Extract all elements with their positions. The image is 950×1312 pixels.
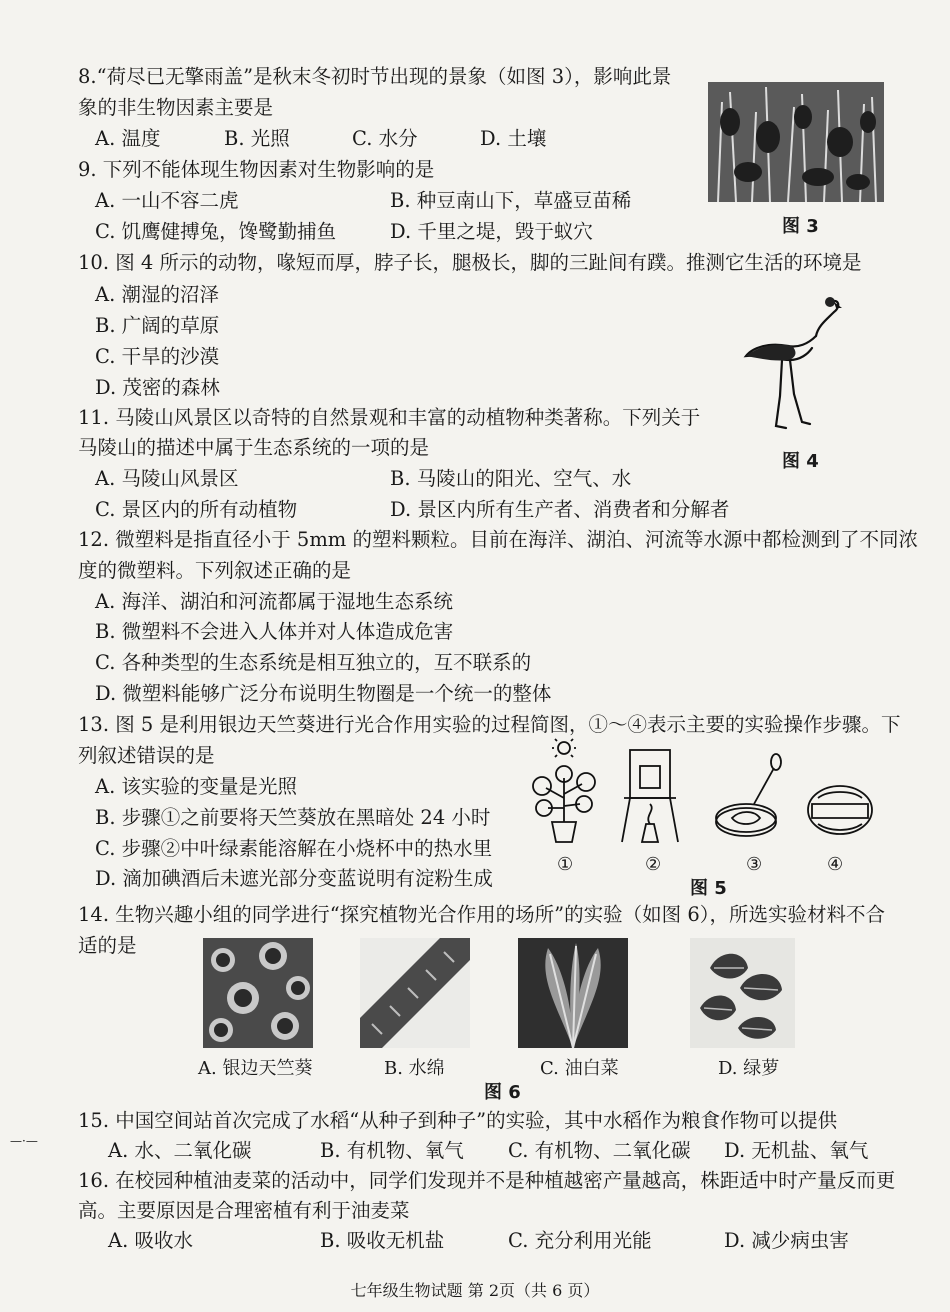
q13-option-a: A. 该实验的变量是光照: [95, 775, 297, 798]
q10-option-b: B. 广阔的草原: [95, 314, 220, 337]
q12-option-c: C. 各种类型的生态系统是相互独立的，互不联系的: [95, 651, 532, 674]
q8-stem-line1: 8.“荷尽已无擎雨盖”是秋末冬初时节出现的景象（如图 3），影响此景: [78, 65, 672, 88]
figure-6-photo-b: [360, 938, 470, 1048]
q10-option-a: A. 潮湿的沼泽: [95, 283, 219, 306]
q15-option-c: C. 有机物、二氧化碳: [508, 1139, 691, 1162]
q12-option-b: B. 微塑料不会进入人体并对人体造成危害: [95, 620, 454, 643]
q9-option-d: D. 千里之堤，毁于蚁穴: [390, 220, 593, 243]
q16-option-b: B. 吸收无机盐: [320, 1229, 445, 1252]
figure-6-caption-b: B. 水绵: [384, 1058, 445, 1079]
q13-stem-line1: 13. 图 5 是利用银边天竺葵进行光合作用实验的过程简图，①～④表示主要的实验操作步骤。下: [78, 713, 901, 736]
q16-option-a: A. 吸收水: [108, 1229, 193, 1252]
q14-stem-line2: 适的是: [78, 934, 137, 957]
q14-stem-line1: 14. 生物兴趣小组的同学进行“探究植物光合作用的场所”的实验（如图 6），所选实验材料不合: [78, 903, 886, 926]
q12-option-a: A. 海洋、湖泊和河流都属于湿地生态系统: [95, 590, 453, 613]
q12-option-d: D. 微塑料能够广泛分布说明生物圈是一个统一的整体: [95, 682, 552, 705]
q8-stem-line2: 象的非生物因素主要是: [78, 96, 274, 119]
q15-stem: 15. 中国空间站首次完成了水稻“从种子到种子”的实验，其中水稻作为粮食作物可以提供: [78, 1109, 838, 1132]
q9-option-b: B. 种豆南山下，草盛豆苗稀: [390, 189, 632, 212]
figure-6-caption-d: D. 绿萝: [718, 1058, 780, 1079]
q11-stem-line2: 马陵山的描述中属于生态系统的一项的是: [78, 436, 430, 459]
q8-option-c: C. 水分: [352, 127, 418, 150]
figure-5-label: 图 5: [690, 878, 727, 899]
q16-option-d: D. 减少病虫害: [724, 1229, 849, 1252]
q12-stem-line1: 12. 微塑料是指直径小于 5mm 的塑料颗粒。目前在海洋、湖泊、河流等水源中都检测到了不同浓: [78, 528, 918, 551]
figure-5-step-2: ②: [645, 854, 662, 875]
figure-5-step-4: ④: [827, 854, 844, 875]
figure-6-photo-c: [518, 938, 628, 1048]
q11-option-c: C. 景区内的所有动植物: [95, 498, 298, 521]
page-footer: 七年级生物试题 第 2页（共 6 页）: [350, 1281, 600, 1300]
figure-5-step-1: ①: [557, 854, 574, 875]
figure-6-caption-c: C. 油白菜: [540, 1058, 619, 1079]
q9-option-a: A. 一山不容二虎: [95, 189, 239, 212]
figure-6-label: 图 6: [484, 1082, 521, 1103]
q16-stem-line1: 16. 在校园种植油麦菜的活动中，同学们发现并不是种植越密产量越高，株距适中时产量反而更: [78, 1169, 896, 1192]
q15-option-d: D. 无机盐、氧气: [724, 1139, 869, 1162]
q11-stem-line1: 11. 马陵山风景区以奇特的自然景观和丰富的动植物种类著称。下列关于: [78, 406, 701, 429]
q15-option-a: A. 水、二氧化碳: [108, 1139, 252, 1162]
q10-stem: 10. 图 4 所示的动物，喙短而厚，脖子长，腿极长，脚的三趾间有蹼。推测它生活的环境是: [78, 251, 862, 274]
figure-6-photo-a: [203, 938, 313, 1048]
figure-6-caption-a: A. 银边天竺葵: [198, 1058, 313, 1079]
margin-mark: —·—: [10, 1134, 38, 1148]
q9-stem: 9. 下列不能体现生物因素对生物影响的是: [78, 158, 435, 181]
q8-option-b: B. 光照: [224, 127, 290, 150]
figure-4-flamingo-drawing: [738, 286, 848, 436]
figure-6-photo-d: [690, 938, 795, 1048]
q11-option-d: D. 景区内所有生产者、消费者和分解者: [390, 498, 730, 521]
q16-option-c: C. 充分利用光能: [508, 1229, 652, 1252]
q11-option-a: A. 马陵山风景区: [95, 467, 239, 490]
figure-3-lotus-photo: [708, 82, 884, 202]
figure-5-experiment-diagram: [518, 738, 888, 848]
q11-option-b: B. 马陵山的阳光、空气、水: [390, 467, 632, 490]
q13-option-c: C. 步骤②中叶绿素能溶解在小烧杯中的热水里: [95, 837, 493, 860]
figure-5-step-3: ③: [746, 854, 763, 875]
q13-option-d: D. 滴加碘酒后未遮光部分变蓝说明有淀粉生成: [95, 867, 493, 890]
q15-option-b: B. 有机物、氧气: [320, 1139, 464, 1162]
q10-option-c: C. 干旱的沙漠: [95, 345, 220, 368]
q8-option-d: D. 土壤: [480, 127, 547, 150]
figure-3-label: 图 3: [782, 216, 819, 237]
q9-option-c: C. 饥鹰健搏兔，馋鹭勤捕鱼: [95, 220, 337, 243]
figure-4-label: 图 4: [782, 451, 819, 472]
q13-option-b: B. 步骤①之前要将天竺葵放在黑暗处 24 小时: [95, 806, 491, 829]
q12-stem-line2: 度的微塑料。下列叙述正确的是: [78, 559, 352, 582]
q10-option-d: D. 茂密的森林: [95, 376, 220, 399]
q13-stem-line2: 列叙述错误的是: [78, 744, 215, 767]
q8-option-a: A. 温度: [95, 127, 161, 150]
q16-stem-line2: 高。主要原因是合理密植有利于油麦菜: [78, 1199, 410, 1222]
